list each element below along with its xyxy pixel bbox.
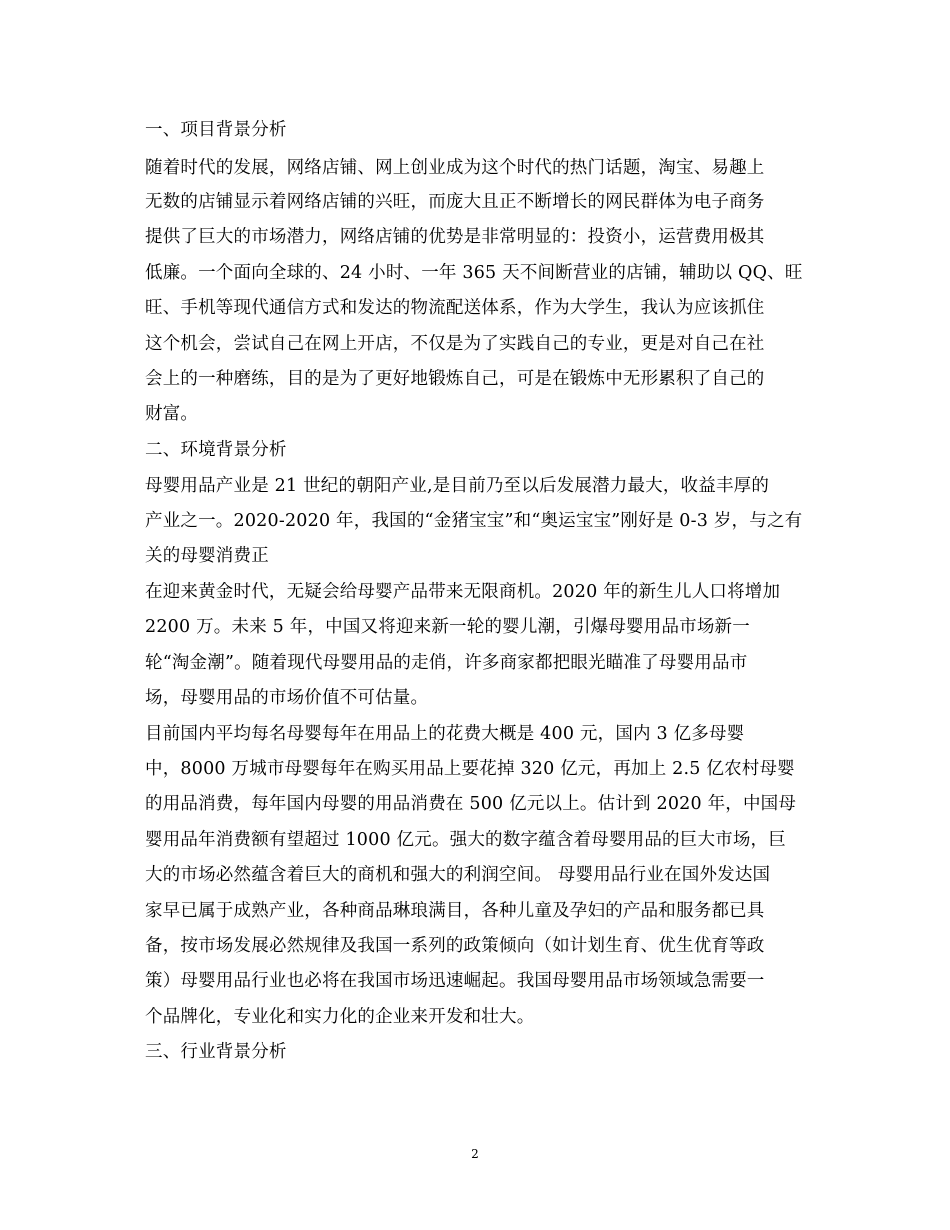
paragraph-line: 中，8000 万城市母婴每年在购买用品上要花掉 320 亿元，再加上 2.5 亿农村母婴: [145, 759, 795, 779]
paragraph-line: 在迎来黄金时代，无疑会给母婴产品带来无限商机。2020 年的新生儿人口将增加: [145, 582, 781, 602]
heading-environment-background: 二、环境背景分析: [145, 440, 287, 460]
paragraph-line: 2200 万。未来 5 年，中国又将迎来新一轮的婴儿潮，引爆母婴用品市场新一: [145, 617, 750, 637]
paragraph-line: 目前国内平均每名母婴每年在用品上的花费大概是 400 元，国内 3 亿多母婴: [145, 724, 745, 744]
paragraph-line: 低廉。一个面向全球的、24 小时、一年 365 天不间断营业的店铺，辅助以 QQ、旺: [145, 263, 803, 283]
paragraph-line: 产业之一。2020-2020 年，我国的“金猪宝宝”和“奥运宝宝”刚好是 0-3 岁，与之有: [145, 511, 803, 531]
paragraph-line: 旺、手机等现代通信方式和发达的物流配送体系，作为大学生，我认为应该抓住: [145, 298, 765, 318]
paragraph-line: 母婴用品产业是 21 世纪的朝阳产业,是目前乃至以后发展潜力最大，收益丰厚的: [145, 476, 770, 496]
paragraph-line: 婴用品年消费额有望超过 1000 亿元。强大的数字蕴含着母婴用品的巨大市场，巨: [145, 830, 786, 850]
paragraph-line: 备，按市场发展必然规律及我国一系列的政策倾向（如计划生育、优生优育等政: [145, 936, 765, 956]
paragraph-line: 会上的一种磨练，目的是为了更好地锻炼自己，可是在锻炼中无形累积了自己的: [145, 369, 765, 389]
paragraph-line: 无数的店铺显示着网络店铺的兴旺，而庞大且正不断增长的网民群体为电子商务: [145, 192, 765, 212]
paragraph-line: 提供了巨大的市场潜力，网络店铺的优势是非常明显的：投资小，运营费用极其: [145, 227, 765, 247]
heading-industry-background: 三、行业背景分析: [145, 1042, 287, 1062]
paragraph-line: 随着时代的发展，网络店铺、网上创业成为这个时代的热门话题，淘宝、易趣上: [145, 158, 765, 178]
paragraph-line: 大的市场必然蕴含着巨大的商机和强大的利润空间。 母婴用品行业在国外发达国: [145, 865, 771, 885]
paragraph-line: 关的母婴消费正: [145, 546, 269, 566]
paragraph-line: 场，母婴用品的市场价值不可估量。: [145, 688, 429, 708]
page-number: 2: [471, 1147, 479, 1161]
paragraph-line: 家早已属于成熟产业，各种商品琳琅满目，各种儿童及孕妇的产品和服务都已具: [145, 901, 765, 921]
paragraph-line: 这个机会，尝试自己在网上开店，不仅是为了实践自己的专业，更是对自己在社: [145, 334, 765, 354]
paragraph-line: 的用品消费，每年国内母婴的用品消费在 500 亿元以上。估计到 2020 年，中国母: [145, 794, 797, 814]
paragraph-line: 轮“淘金潮”。随着现代母婴用品的走俏，许多商家都把眼光瞄准了母婴用品市: [145, 653, 748, 673]
heading-project-background: 一、项目背景分析: [145, 120, 287, 140]
paragraph-line: 个品牌化，专业化和实力化的企业来开发和壮大。: [145, 1007, 535, 1027]
paragraph-line: 策）母婴用品行业也必将在我国市场迅速崛起。我国母婴用品市场领域急需要一: [145, 971, 765, 991]
paragraph-line: 财富。: [145, 404, 199, 424]
